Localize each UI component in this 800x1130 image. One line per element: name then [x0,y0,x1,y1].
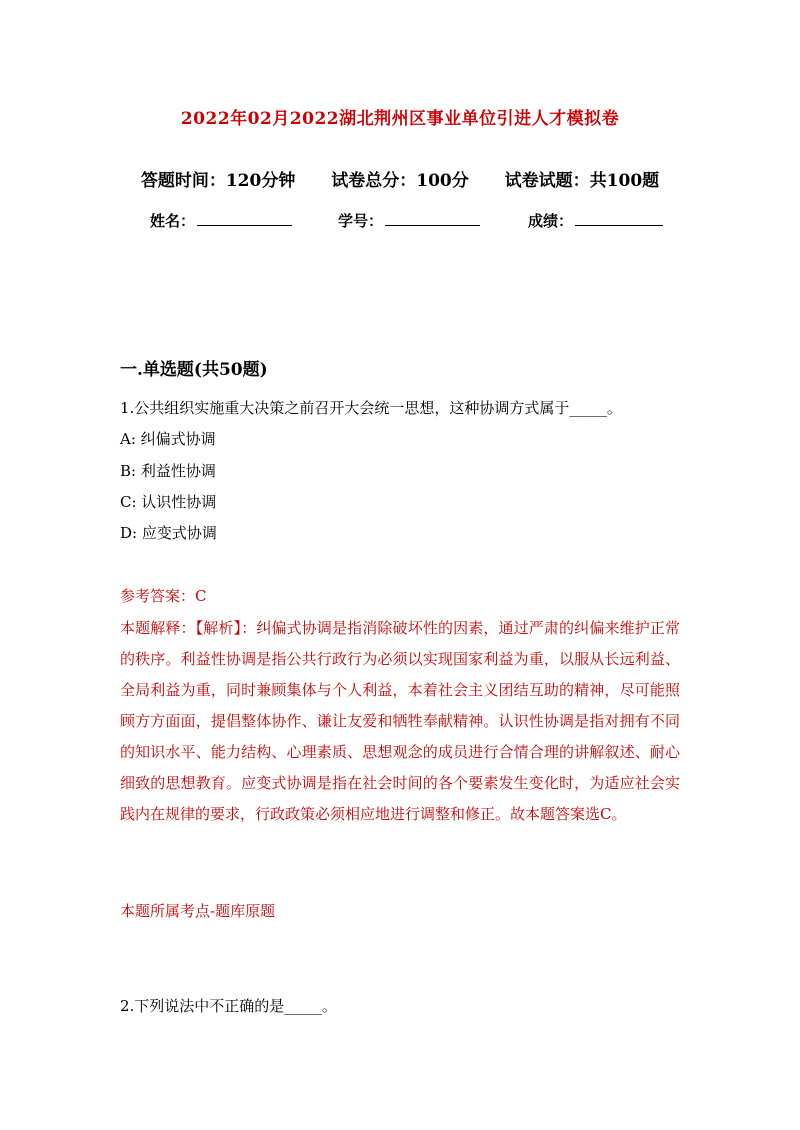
score-label: 成绩： [528,212,574,230]
question-2-stem: 2.下列说法中不正确的是_____。 [120,997,337,1015]
question-1-option-d[interactable]: D: 应变式协调 [120,524,217,542]
exam-info [0,166,800,191]
name-blank[interactable] [197,211,292,226]
exam-question-count: 试卷试题：共100题 [504,171,660,191]
question-1-option-a[interactable]: A: 纠偏式协调 [120,430,216,448]
question-1-stem: 1.公共组织实施重大决策之前召开大会统一思想，这种协调方式属于_____。 [120,399,622,417]
score-field[interactable] [528,210,663,231]
name-label: 姓名： [150,212,196,230]
question-1-option-b[interactable]: B: 利益性协调 [120,462,216,480]
score-blank[interactable] [575,211,663,226]
page-title: 2022年02月2022湖北荆州区事业单位引进人才模拟卷 [180,109,620,129]
section-title: 一.单选题(共50题) [120,360,268,380]
student-id-field[interactable] [338,210,480,231]
question-1-option-c[interactable]: C: 认识性协调 [120,493,217,511]
question-1-knowledge-point: 本题所属考点-题库原题 [120,902,276,920]
question-1-analysis: 本题解释：【解析】：纠偏式协调是指消除破坏性的因素，通过严肃的纠偏来维护正常的秩序。利益性协调是指公共行政行为必须以实现国家利益为重，以服从长远利益、全局利益为重，同时兼顾集体与个人利益，本着社会主义团结互助的精神，尽可能照顾方方面面，提倡整体协作、谦让友爱和牺牲奉献精神。认识性协调是指对拥有不同的知识水平、能力结构、心理素质、思想观念的成员进行合情合理的讲解叙述、耐心细致的思想教育。应变式协调是指在社会时间的各个要素发生变化时，为适应社会实践内在规律的要求，行政政策必须相应地进行调整和修正。故本题答案选C。 [120,619,680,823]
exam-total-score: 试卷总分：100分 [331,171,469,191]
student-id-blank[interactable] [385,211,480,226]
exam-time: 答题时间：120分钟 [140,171,296,191]
student-id-label: 学号： [338,212,384,230]
name-field[interactable] [150,210,292,231]
question-1-answer: 参考答案：C [120,587,207,605]
